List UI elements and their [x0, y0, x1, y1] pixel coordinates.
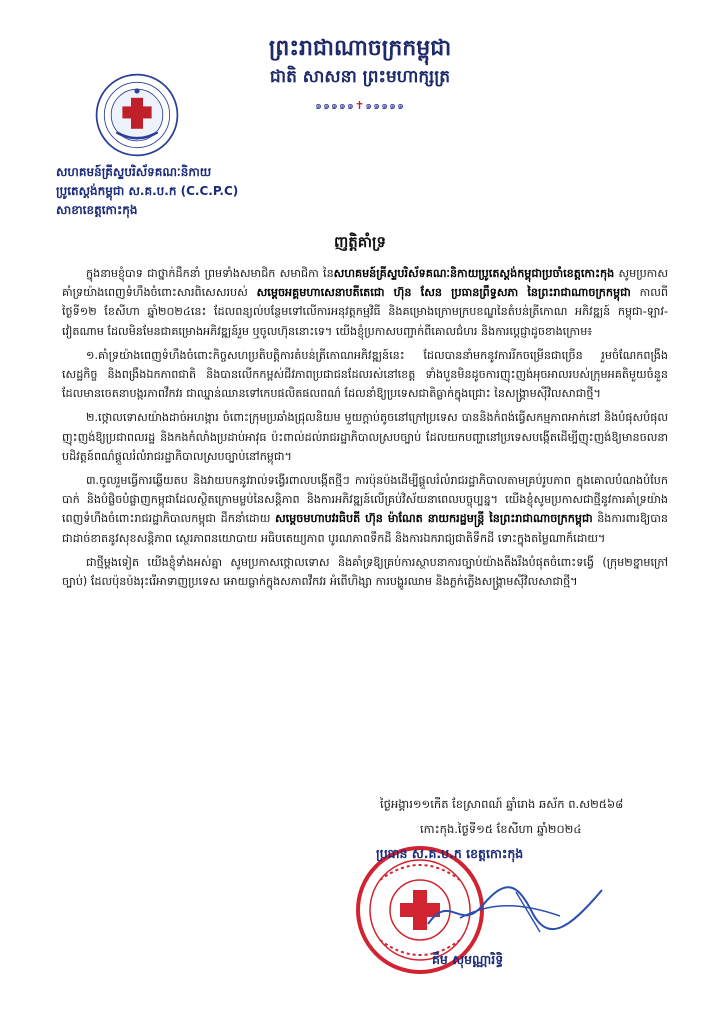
- p4-prime-minister-name: សម្តេចមហាបវរធិបតី ហ៊ុន ម៉ាណែត នាយករដ្ឋមន្ត្រី នៃព្រះរាជាណាចក្រកម្ពុជា: [274, 512, 593, 526]
- organization-name-line1: សហគមន៍គ្រីស្ទបរិស័ទគណៈនិកាយ: [56, 165, 212, 179]
- ornament-cross-icon: ✝: [354, 99, 366, 112]
- organization-branch: សាខាខេត្តកោះកុង: [56, 203, 138, 217]
- place-date: កោះកុង.ថ្ងៃទី១៥ ខែសីហា ឆ្នាំ២០២៤: [420, 822, 582, 836]
- signer-name: គឹម សុមណ្ណារិទ្ធិ: [432, 952, 504, 967]
- handwritten-signature: [420, 872, 610, 942]
- body-paragraph-2: ១.គាំទ្រយ៉ាងពេញទំហឹងចំពោះកិច្ចសហប្រតិបត្តិការតំបន់ត្រីកោណអភិវឌ្ឍន៍នេះ ដែលបាននាំមកនូវការរីកចម្រើនជាច្រើន រួមចំណែកពង្រឹង សេដ្ឋកិច្ច និងពង្រឹងឯកភាពជាតិ និងបានលើកកម្ពស់ជីវភាពប្រជាជនដែលរស់នៅខេត្ត ទាំងបួនមិនដូចការញុះញង់អុចអាលរបស់ក្រុមអគតិមួយចំនួន ដែលមានចេតនាបង្ករភាពវឹកវរ ជាឈ្នាន់ឈានទៅកេបផលិតផលពណ៌ ដែលនាំឱ្យប្រទេសជាតិធ្លាក់ក្នុងជ្រោះ នៃសង្គ្រាមស៊ីវិលសាជាថ្មី។: [62, 348, 668, 401]
- kingdom-heading: ព្រះរាជាណាចក្រកម្ពុជា: [268, 35, 452, 61]
- organization-name-line2: ប្រូតេស្តង់កម្ពុជា ស.គ.ប.ក (C.C.P.C): [56, 184, 239, 198]
- body-paragraph-1: [62, 264, 668, 341]
- document-title: ញត្តិគាំទ្រ: [333, 233, 387, 251]
- red-cross-emblem-logo: [94, 72, 180, 158]
- national-motto: ជាតិ សាសនា ព្រះមហាក្សត្រ: [269, 67, 451, 87]
- p1-leader-name: សម្តេចអគ្គមហាសេនាបតីតេជោ ហ៊ុន សែន ប្រធានព្រឹទ្ធសភា នៃព្រះរាជាណាចក្រកម្ពុជា: [256, 286, 631, 300]
- document-body: [62, 264, 668, 596]
- organization-block: [56, 163, 316, 220]
- p1-org-name: សហគមន៍គ្រីស្ទបរិស័ទគណៈនិកាយប្រូតេស្តង់កម្ពុជាប្រចាំខេត្តកោះកុង: [333, 267, 615, 280]
- body-paragraph-4: [62, 471, 668, 548]
- signer-title: ប្រធាន ស.គ.ប.ក ខេត្តកោះកុង: [376, 846, 524, 861]
- body-paragraph-5: ជាថ្មីម្តងទៀត យើងខ្ញុំទាំងអស់គ្នា សូមប្រកាសថ្កោលទោស និងគាំទ្រឱ្យគ្រប់ការស្ថាបនាការច្បាប់យ៉ាងតឹងរឹងបំផុតចំពោះទង្វើ (ក្រុម២ខ្នាមក្រៅច្បាប់) ដែលប៉ុនប៉ងរុះរើអាទាញប្រទេស អោយធ្លាក់ក្នុងសភាពវឹកវរ អំពើហិង្សា ការបង្ហូរឈាម និងភ្លក់ភ្លើងសង្គ្រាមស៊ីវិលសាជាថ្មី។: [62, 555, 668, 589]
- ornament-left: ๑๑๑๑๑: [314, 99, 355, 112]
- ornament-right: ๑๑๑๑๑: [365, 99, 406, 112]
- p1-text-a: ក្នុងនាមខ្ញុំបាទ ជាថ្នាក់ដឹកនាំ ព្រមទាំងសមាជិក សមាជិកា នៃ: [86, 267, 334, 280]
- p1-text-e: កាលពីថ្ងៃទី១២ ខែសីហា ឆ្នាំ២០២៤នេះ ដែលពន្យល់បន្ថែមទៅលើការអនុវត្តកម្មវិធី និងគម្រោងក្រោមក្របខណ្ឌនៃតំបន់ត្រីកោណ អភិវឌ្ឍន៍ កម្ពុជា-ឡាវ-វៀតណាម ដែលមិនមែនជាគម្រោងអភិវឌ្ឍន៍រួម ឬចូលហ៊ុននោះទេ។ យើងខ្ញុំប្រកាសបញ្ជាក់ពីគោលជំហរ និងការប្តេជ្ញាដូចខាងក្រោម៖: [62, 286, 669, 338]
- p1-text-c: សូមប្រកាសគាំទ្រយ៉ាងពេញទំហឹងចំពោះសារពិសេសរបស់: [62, 267, 668, 300]
- body-paragraph-3: ២.ថ្កោលទោសយ៉ាងដាច់អហង្ការ ចំពោះក្រុមប្រឆាំងជ្រុលនិយម មួយក្តាប់តូចនៅក្រៅប្រទេស បាននិងកំពង់ធ្វើសកម្មភាពអាក់នៅ និងបំផុសបំផុល ញុះញង់ឱ្យប្រជាពលរដ្ឋ និងកងកំលាំងប្រដាប់អាវុធ ប៉ះពាល់ដល់រាជរដ្ឋាភិបាលស្របច្បាប់ ដែលយកបញ្ហានៅប្រទេសបង្កើតដើម្បីញុះញង់ឱ្យមានចលនាបដិវត្តន៍ពណ៌ផ្តួលរំលំរាជរដ្ឋាភិបាលស្របច្បាប់នៅកម្ពុជា។: [62, 411, 668, 463]
- p4-text-a: ៣.ចូលរួមធ្វើការឆ្លើយតប និងវាយបកនូវរាល់ទង្វើរពាលបង្កើតថ្មីៗ ការប៉ុនប៉ងដើម្បីផ្តួលរំលំរាជរដ្ឋាភិបាលតាមគ្រប់រូបភាព ក្នុងគោលបំណងបំបែកបាក់ និងបំផ្លិចបំផ្លាញកម្ពុជាដែលស្ថិតក្រោមម្លប់នៃសន្តិភាព និងការអភិវឌ្ឍន៍លើគ្រប់វិស័យនាពេលបច្ចុប្បន្ន។ យើងខ្ញុំសូមប្រកាសជាថ្មីនូវការគាំទ្រយ៉ាងពេញទំហឹងចំពោះរាជរដ្ឋាភិបាលកម្ពុជា ដឹកនាំដោយ: [62, 474, 668, 526]
- p4-text-c: និងការពារឱ្យបានជាដាច់ខាតនូវសុខសន្តិភាព ស្ថេរភាពនយោបាយ អធិបតេយ្យភាព បូរណភាពទឹកដី និងការឯករាជ្យជាតិទឹកដី ទោះក្នុងតម្លៃណាក៏ដោយ។: [62, 512, 669, 545]
- lunar-date: ថ្ងៃអង្គារ១១កើត ខែស្រាពណ៍ ឆ្នាំរោង ឆស័ក ព.ស២៥៦៨: [380, 797, 624, 811]
